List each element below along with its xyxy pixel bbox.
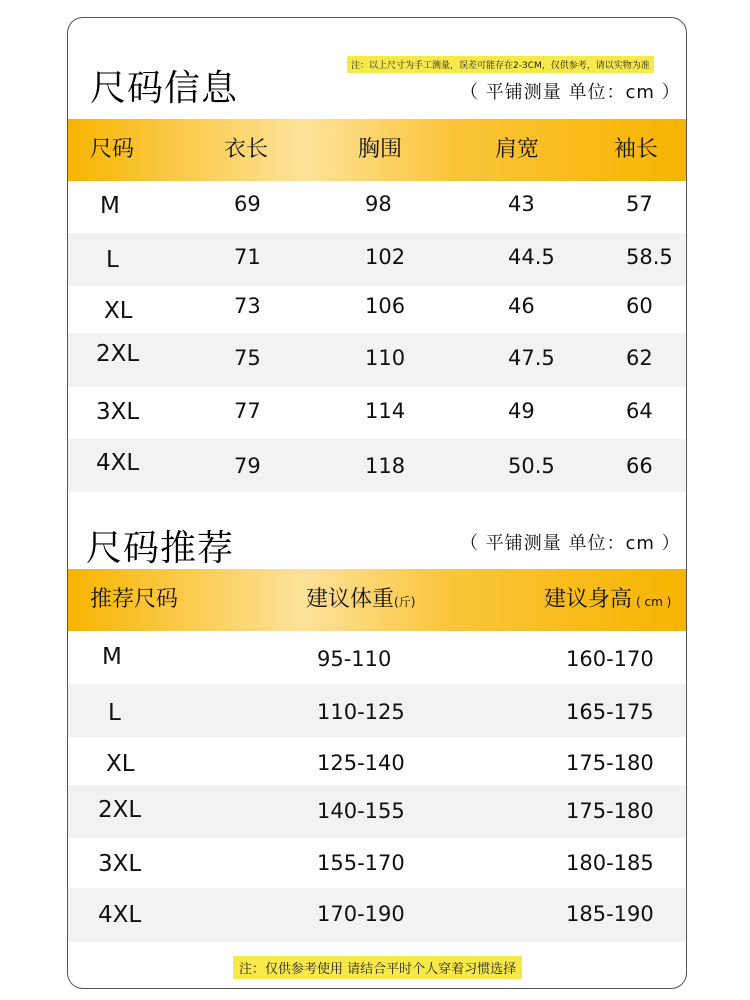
chest-value: 106 — [365, 294, 406, 318]
table-row — [68, 333, 686, 387]
height-value: 175-180 — [566, 799, 654, 823]
table-row — [68, 838, 686, 888]
size-label: L — [108, 700, 121, 726]
size-chart-card — [67, 17, 687, 989]
height-value: 180-185 — [566, 851, 654, 875]
header-size: 尺码 — [90, 137, 135, 162]
recommend-header — [68, 569, 686, 631]
size-label: 3XL — [96, 399, 140, 425]
header-sleeve: 袖长 — [614, 137, 659, 162]
chest-value: 102 — [365, 245, 406, 269]
length-value: 73 — [234, 294, 261, 318]
header-chest: 胸围 — [358, 137, 403, 162]
shoulder-value: 43 — [508, 192, 535, 216]
chest-value: 110 — [365, 346, 406, 370]
height-value: 185-190 — [566, 902, 654, 926]
length-value: 79 — [234, 454, 261, 478]
measurement-note: 注：以上尺寸为手工测量，误差可能存在2-3CM，仅供参考，请以实物为准 — [347, 56, 654, 73]
header-weight-label: 建议体重 — [306, 587, 395, 612]
header-weight-unit: (斤) — [394, 595, 416, 609]
weight-value: 110-125 — [317, 700, 405, 724]
height-value: 175-180 — [566, 751, 654, 775]
footer-note: 注：仅供参考使用 请结合平时个人穿着习惯选择 — [233, 956, 522, 979]
table-row — [68, 439, 686, 492]
header-length: 衣长 — [224, 137, 269, 162]
shoulder-value: 47.5 — [508, 346, 555, 370]
chest-value: 98 — [365, 192, 392, 216]
size-label: 3XL — [98, 851, 142, 877]
length-value: 77 — [234, 399, 261, 423]
size-label: XL — [104, 298, 133, 324]
weight-value: 155-170 — [317, 851, 405, 875]
table-row — [68, 181, 686, 233]
chest-value: 114 — [365, 399, 406, 423]
sleeve-value: 57 — [626, 192, 653, 216]
shoulder-value: 44.5 — [508, 245, 555, 269]
header-shoulder: 肩宽 — [495, 137, 540, 162]
size-label: 4XL — [98, 902, 142, 928]
table-row — [68, 387, 686, 439]
table-row — [68, 785, 686, 838]
sleeve-value: 62 — [626, 346, 653, 370]
header-height-label: 建议身高 — [544, 587, 633, 612]
weight-value: 140-155 — [317, 799, 405, 823]
length-value: 75 — [234, 346, 261, 370]
size-info-unit: （ 平铺测量 单位：cm ） — [460, 82, 681, 103]
sleeve-value: 60 — [626, 294, 653, 318]
header-height-unit: ( cm ) — [636, 595, 672, 609]
weight-value: 125-140 — [317, 751, 405, 775]
sleeve-value: 66 — [626, 454, 653, 478]
shoulder-value: 46 — [508, 294, 535, 318]
header-recommend-size: 推荐尺码 — [90, 587, 179, 612]
chest-value: 118 — [365, 454, 406, 478]
weight-value: 170-190 — [317, 902, 405, 926]
size-label: L — [106, 247, 119, 273]
weight-value: 95-110 — [317, 647, 392, 671]
table-row — [68, 233, 686, 286]
shoulder-value: 49 — [508, 399, 535, 423]
table-row — [68, 286, 686, 333]
size-label: XL — [106, 751, 135, 777]
size-label: 2XL — [96, 341, 140, 367]
length-value: 69 — [234, 192, 261, 216]
size-label: M — [100, 193, 120, 219]
sleeve-value: 58.5 — [626, 245, 673, 269]
recommend-unit: （ 平铺测量 单位：cm ） — [460, 533, 681, 554]
sleeve-value: 64 — [626, 399, 653, 423]
header-height — [544, 569, 671, 633]
shoulder-value: 50.5 — [508, 454, 555, 478]
table-row — [68, 631, 686, 684]
size-label: M — [102, 644, 122, 670]
size-info-title: 尺码信息 — [90, 68, 239, 109]
length-value: 71 — [234, 245, 261, 269]
header-weight — [306, 569, 415, 633]
size-label: 2XL — [98, 797, 142, 823]
height-value: 160-170 — [566, 647, 654, 671]
table-row — [68, 737, 686, 785]
size-label: 4XL — [96, 450, 140, 476]
size-info-header — [68, 119, 686, 181]
table-row — [68, 684, 686, 737]
recommend-title: 尺码推荐 — [86, 528, 235, 569]
height-value: 165-175 — [566, 700, 654, 724]
table-row — [68, 888, 686, 942]
